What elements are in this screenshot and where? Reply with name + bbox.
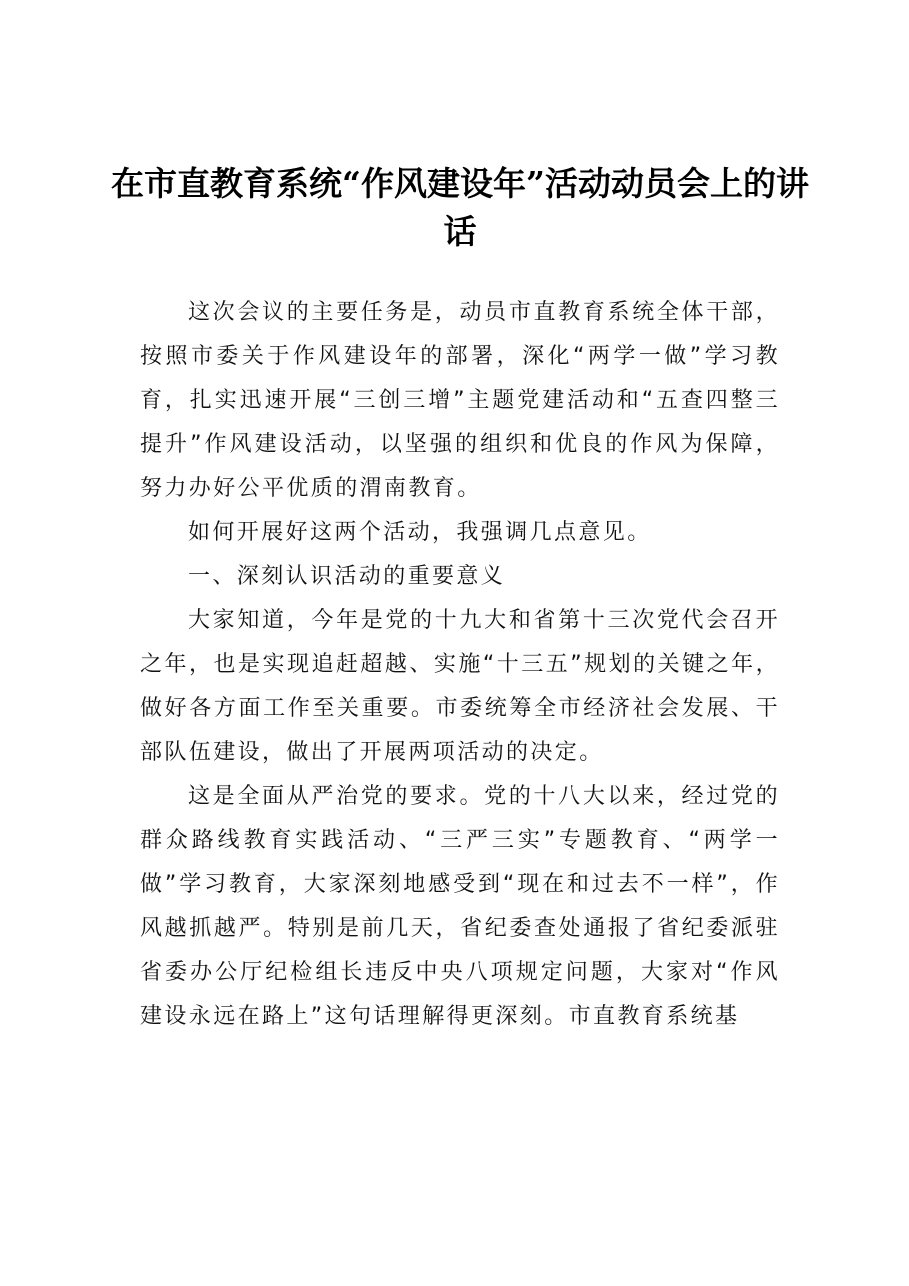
section-heading-1: 一、深刻认识活动的重要意义	[188, 564, 506, 589]
paragraph-requirement: 这是全面从严治党的要求。党的十八大以来，经过党的群众路线教育实践活动、“三严三实”专题教育、“两学一做”学习教育，大家深刻地感受到“现在和过去不一样”，作风越抓越严。特别是前几天，省纪委查处通报了省纪委派驻省委办公厅纪检组长违反中央八项规定问题，大家对“作风建设永远在路上”这句话理解得更深刻。市直教育系统基	[140, 784, 780, 1029]
paragraph-opinions: 如何开展好这两个活动，我强调几点意见。	[188, 520, 652, 545]
document-body	[140, 291, 780, 1039]
document-title: 在市直教育系统“作风建设年”活动动员会上的讲话	[111, 164, 809, 251]
paragraph-background: 大家知道，今年是党的十九大和省第十三次党代会召开之年，也是实现追赶超越、实施“十三五”规划的关键之年，做好各方面工作至关重要。市委统筹全市经济社会发展、干部队伍建设，做出了开展两项活动的决定。	[140, 608, 780, 765]
paragraph-intro: 这次会议的主要任务是，动员市直教育系统全体干部，按照市委关于作风建设年的部署，深化“两学一做”学习教育，扎实迅速开展“三创三增”主题党建活动和“五查四整三提升”作风建设活动，以坚强的组织和优良的作风为保障，努力办好公平优质的渭南教育。	[140, 300, 780, 501]
